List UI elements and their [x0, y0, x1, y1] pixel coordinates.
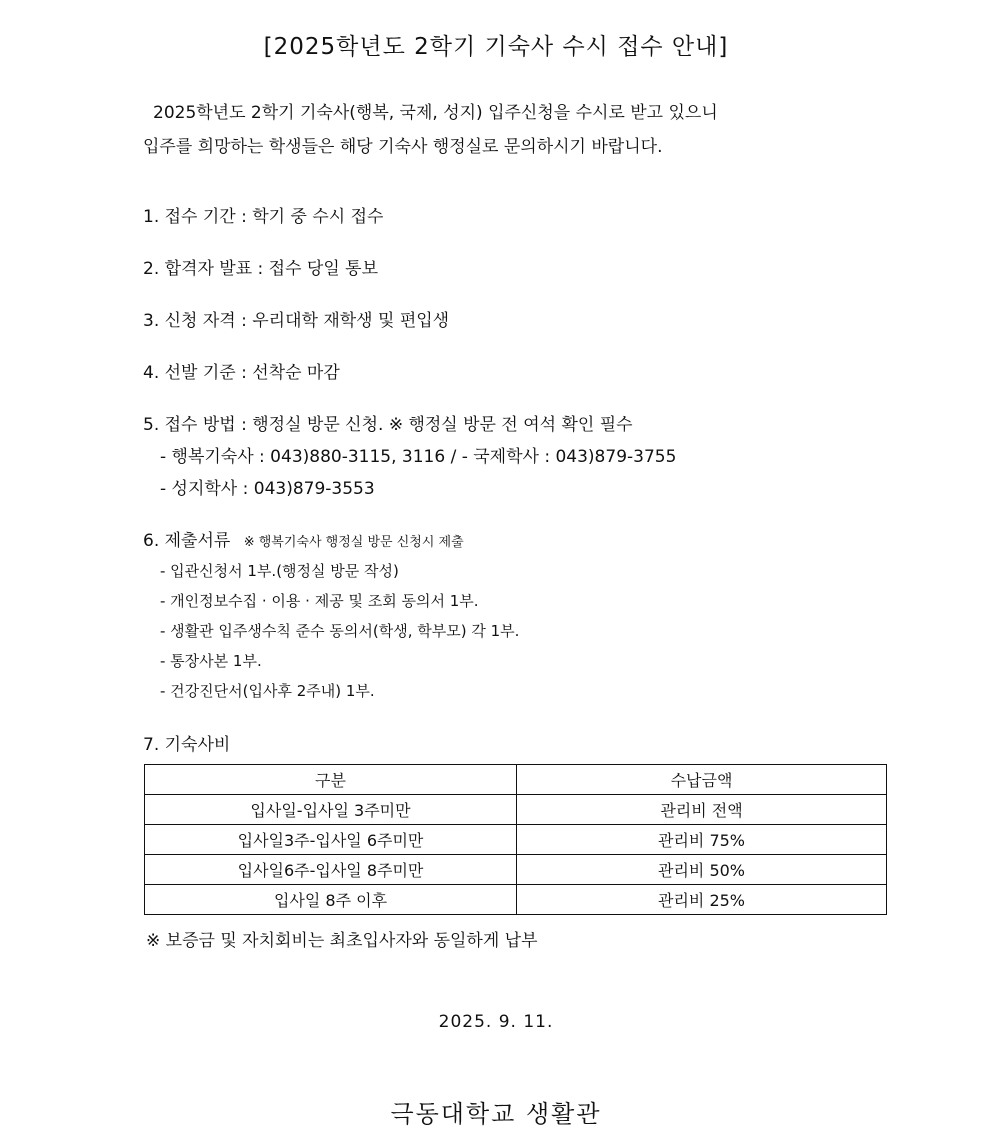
document-item: - 생활관 입주생수칙 준수 동의서(학생, 학부모) 각 1부. [160, 622, 520, 640]
table-header-cell: 구분 [145, 765, 517, 795]
table-cell: 입사일-입사일 3주미만 [145, 795, 517, 825]
intro-line-2: 입주를 희망하는 학생들은 해당 기숙사 행정실로 문의하시기 바랍니다. [143, 137, 663, 157]
intro-paragraph [143, 96, 903, 164]
deposit-note: ※ 보증금 및 자치회비는 최초입사자와 동일하게 납부 [146, 931, 538, 951]
method-contact-1: - 행복기숙사 : 043)880-3115, 3116 / - 국제학사 : 043)879-3755 [160, 447, 677, 467]
item-fee-heading: 7. 기숙사비 [143, 735, 231, 755]
table-cell: 입사일3주-입사일 6주미만 [145, 825, 517, 855]
documents-note: ※ 행복기숙사 행정실 방문 신청시 제출 [243, 535, 464, 550]
table-row [145, 795, 887, 825]
document-item: - 통장사본 1부. [160, 652, 262, 670]
item-selection: 4. 선발 기준 : 선착순 마감 [143, 363, 340, 383]
documents-heading: 6. 제출서류 [143, 531, 231, 551]
document-item: - 건강진단서(입사후 2주내) 1부. [160, 682, 375, 700]
documents-list [160, 556, 519, 706]
table-row [145, 855, 887, 885]
document-item: - 개인정보수집 · 이용 · 제공 및 조회 동의서 1부. [160, 592, 479, 610]
item-announce: 2. 합격자 발표 : 접수 당일 통보 [143, 259, 379, 279]
issuer-signature: 극동대학교 생활관 [390, 1100, 602, 1128]
document-item: - 입관신청서 1부.(행정실 방문 작성) [160, 562, 399, 580]
intro-line-1: 2025학년도 2학기 기숙사(행복, 국제, 성지) 입주신청을 수시로 받고 있으니 [153, 103, 718, 123]
table-cell: 관리비 75% [517, 825, 887, 855]
table-header-row [145, 765, 887, 795]
table-header-cell: 수납금액 [517, 765, 887, 795]
table-row [145, 885, 887, 915]
notice-date: 2025. 9. 11. [438, 1012, 554, 1032]
page-title: [2025학년도 2학기 기숙사 수시 접수 안내] [263, 34, 729, 60]
item-period: 1. 접수 기간 : 학기 중 수시 접수 [143, 207, 384, 227]
item-method: 5. 접수 방법 : 행정실 방문 신청. ※ 행정실 방문 전 여석 확인 필수 [143, 415, 633, 435]
item-qualification: 3. 신청 자격 : 우리대학 재학생 및 편입생 [143, 311, 450, 331]
method-contact-2: - 성지학사 : 043)879-3553 [160, 479, 375, 499]
table-row [145, 825, 887, 855]
table-cell: 관리비 전액 [517, 795, 887, 825]
table-cell: 입사일 8주 이후 [145, 885, 517, 915]
table-cell: 관리비 25% [517, 885, 887, 915]
table-cell: 관리비 50% [517, 855, 887, 885]
fee-table [144, 764, 887, 915]
table-cell: 입사일6주-입사일 8주미만 [145, 855, 517, 885]
item-documents [143, 526, 464, 551]
